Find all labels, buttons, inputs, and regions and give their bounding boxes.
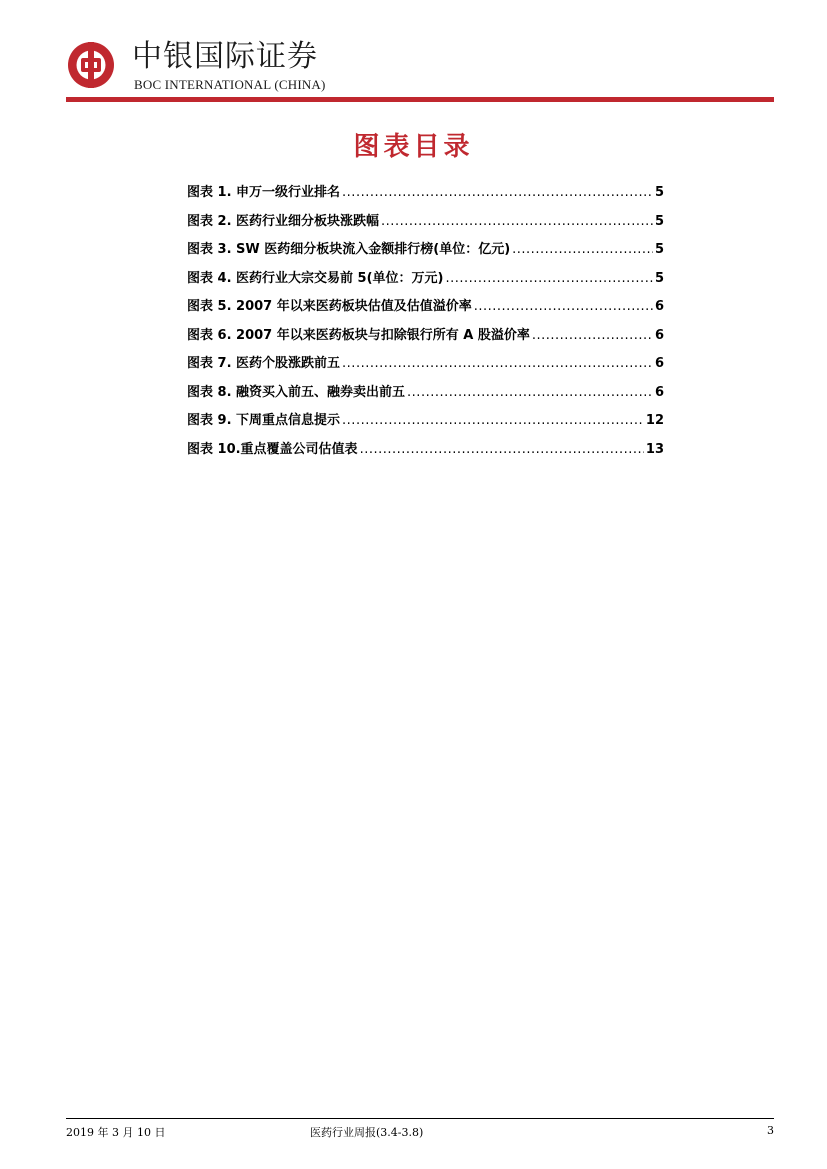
toc-leader-dots: [407, 385, 653, 400]
toc-entry-label: 图表 3. SW 医药细分板块流入金额排行榜(单位：亿元): [187, 242, 511, 257]
toc-entry-page: 13: [645, 441, 664, 457]
footer-report-name: 医药行业周报(3.4-3.8): [310, 1126, 424, 1139]
toc-leader-dots: [342, 185, 653, 200]
footer-date: 2019 年 3 月 10 日: [66, 1126, 166, 1139]
toc-leader-dots: [381, 214, 653, 229]
toc-entry-page: 12: [645, 413, 664, 428]
toc-leader-dots: [446, 271, 653, 286]
toc-entry-label: 图表 5. 2007 年以来医药板块估值及估值溢价率: [187, 299, 472, 314]
toc-entry[interactable]: [187, 438, 664, 467]
toc-entry-page: 5: [654, 242, 664, 257]
footer-page-number: 3: [767, 1124, 774, 1137]
toc-entry[interactable]: [187, 352, 664, 381]
toc-leader-dots: [512, 242, 653, 257]
toc-entry[interactable]: [187, 381, 664, 410]
page-footer: [66, 1124, 774, 1140]
boc-logo-icon: [66, 40, 116, 90]
toc-entry-label: 图表 9. 下周重点信息提示: [187, 413, 341, 428]
toc-entry-label: 图表 1. 申万一级行业排名: [187, 185, 341, 200]
toc-leader-dots: [474, 299, 653, 314]
brand-name-chinese: 中银国际证券: [132, 39, 318, 74]
toc-title: 图表目录: [353, 132, 474, 162]
toc-entry-page: 5: [654, 270, 664, 286]
toc-entry-page: 5: [654, 213, 664, 229]
toc-entry-label: 图表 10.重点覆盖公司估值表: [187, 441, 358, 457]
toc-entry[interactable]: [187, 181, 664, 210]
brand-name-english: BOC INTERNATIONAL (CHINA): [134, 77, 326, 92]
toc-entry[interactable]: [187, 210, 664, 239]
footer-divider: [66, 1118, 774, 1119]
header-divider: [66, 97, 774, 102]
toc-entry-page: 6: [654, 384, 664, 400]
toc-leader-dots: [342, 356, 653, 371]
toc-entry-page: 5: [654, 185, 664, 200]
toc-entry[interactable]: [187, 409, 664, 438]
toc-leader-dots: [342, 413, 644, 428]
toc-entry[interactable]: [187, 324, 664, 353]
toc-entry[interactable]: [187, 238, 664, 267]
toc-entry-page: 6: [654, 299, 664, 314]
toc-entry[interactable]: [187, 295, 664, 324]
toc-entry-label: 图表 4. 医药行业大宗交易前 5(单位：万元): [187, 270, 444, 286]
page-header: [66, 38, 774, 104]
table-of-figures: [187, 181, 664, 466]
toc-entry-label: 图表 7. 医药个股涨跌前五: [187, 356, 341, 371]
toc-entry-label: 图表 2. 医药行业细分板块涨跌幅: [187, 213, 380, 229]
toc-entry-label: 图表 6. 2007 年以来医药板块与扣除银行所有 A 股溢价率: [187, 327, 530, 343]
toc-leader-dots: [532, 328, 653, 343]
toc-entry-label: 图表 8. 融资买入前五、融券卖出前五: [187, 384, 406, 400]
toc-entry[interactable]: [187, 267, 664, 296]
toc-leader-dots: [360, 442, 644, 457]
toc-entry-page: 6: [654, 327, 664, 343]
toc-entry-page: 6: [654, 356, 664, 371]
